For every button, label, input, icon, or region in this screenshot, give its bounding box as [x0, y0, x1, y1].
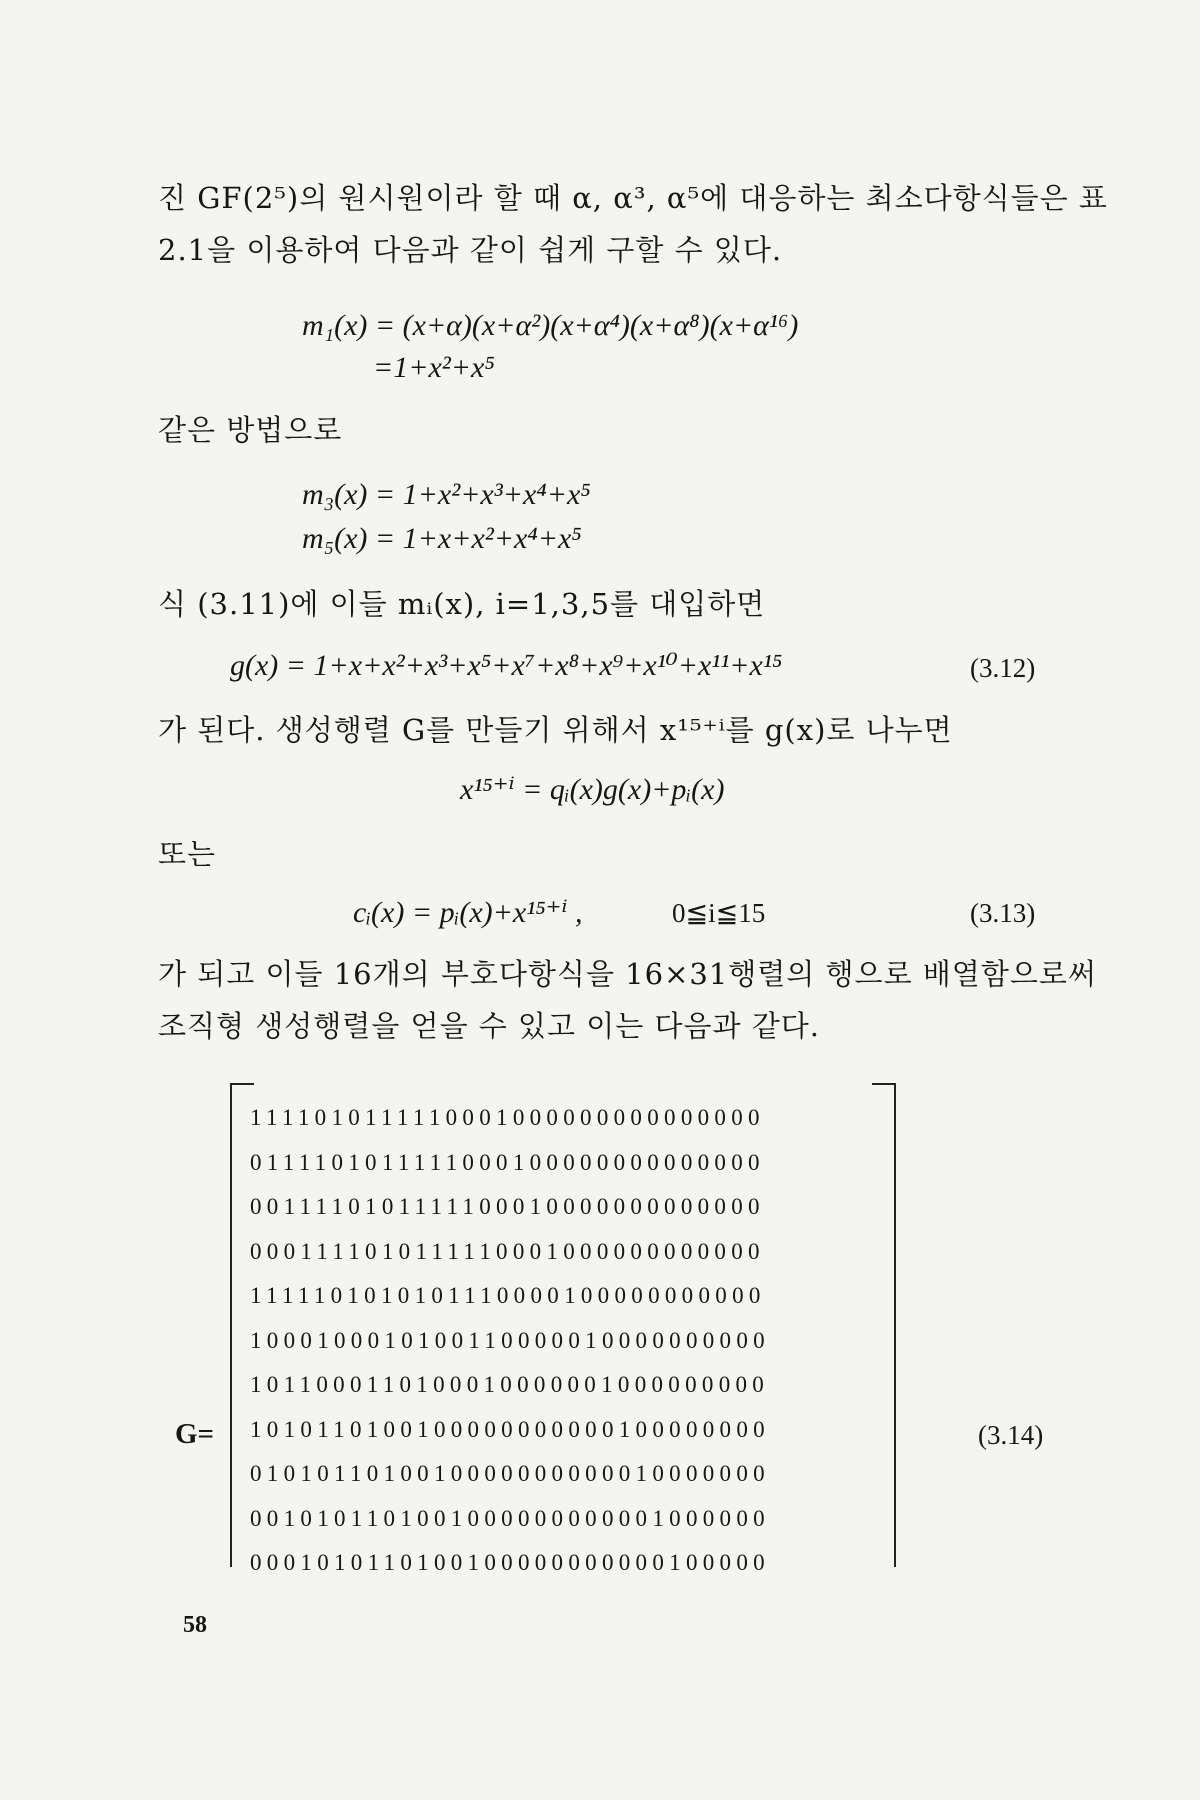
- equation-m1: m₁(x) = (x+α)(x+α²)(x+α⁴)(x+α⁸)(x+α¹⁶): [302, 309, 799, 342]
- matrix-intro-line-2: 조직형 생성행렬을 얻을 수 있고 이는 다음과 같다.: [158, 1009, 821, 1043]
- matrix-row: 1111101010101110000100000000000: [250, 1283, 766, 1308]
- same-method-text: 같은 방법으로: [158, 413, 343, 447]
- matrix-row: 0001010110100100000000000100000: [250, 1550, 770, 1575]
- equation-m3: m₃(x) = 1+x²+x³+x⁴+x⁵: [302, 478, 591, 511]
- matrix-row: 1011000110100010000001000000000: [250, 1372, 770, 1397]
- paragraph-generator: [158, 704, 1088, 756]
- matrix-row: 0101011010010000000000010000000: [250, 1461, 770, 1486]
- equation-m5: m₅(x) = 1+x+x²+x⁴+x⁵: [302, 522, 582, 555]
- or-text: 또는: [158, 837, 217, 871]
- matrix-row: 0010101101001000000000001000000: [250, 1505, 770, 1531]
- matrix-row: 1000100010100110000010000000000: [250, 1327, 770, 1353]
- matrix-row: 0111101011111000100000000000000: [250, 1149, 765, 1175]
- equation-c-range: 0≦i≦15: [672, 898, 766, 928]
- matrix-row: 0001111010111110001000000000000: [250, 1238, 765, 1264]
- matrix-intro-line-1: 가 되고 이들 16개의 부호다항식을 16×31행렬의 행으로 배열함으로써: [158, 957, 1097, 991]
- paragraph-matrix-intro: [158, 948, 1097, 1052]
- equation-division: x¹⁵⁺ⁱ = qᵢ(x)g(x)+pᵢ(x): [460, 773, 725, 806]
- equation-number-3-14: (3.14): [978, 1420, 1044, 1450]
- page-number: 58: [183, 1612, 207, 1638]
- equation-g: g(x) = 1+x+x²+x³+x⁵+x⁷+x⁸+x⁹+x¹⁰+x¹¹+x¹⁵: [230, 649, 783, 682]
- equation-number-3-12: (3.12): [970, 653, 1036, 683]
- matrix-row: 1111010111110001000000000000000: [250, 1105, 765, 1130]
- paragraph-or: [158, 828, 1088, 880]
- paragraph-intro: [158, 172, 1108, 276]
- equation-number-3-13: (3.13): [970, 898, 1036, 928]
- paragraph-same-method: [158, 404, 1088, 456]
- intro-line-1: 진 GF(2⁵)의 원시원이라 할 때 α, α³, α⁵에 대응하는 최소다항식들은 표: [158, 181, 1108, 215]
- substitute-text: 식 (3.11)에 이들 mᵢ(x), i=1,3,5를 대입하면: [158, 587, 766, 621]
- matrix-row: 0011110101111100010000000000000: [250, 1194, 765, 1219]
- matrix-row: 1010110100100000000000100000000: [250, 1416, 770, 1442]
- generator-matrix: [250, 1096, 770, 1586]
- equation-m1-result: =1+x²+x⁵: [373, 351, 495, 384]
- matrix-label: G=: [175, 1418, 215, 1450]
- equation-c: cᵢ(x) = pᵢ(x)+x¹⁵⁺ⁱ ,: [353, 896, 583, 929]
- paragraph-substitute: [158, 578, 1088, 630]
- generator-text: 가 된다. 생성행렬 G를 만들기 위해서 x¹⁵⁺ⁱ를 g(x)로 나누면: [158, 713, 953, 747]
- intro-line-2: 2.1을 이용하여 다음과 같이 쉽게 구할 수 있다.: [158, 233, 783, 267]
